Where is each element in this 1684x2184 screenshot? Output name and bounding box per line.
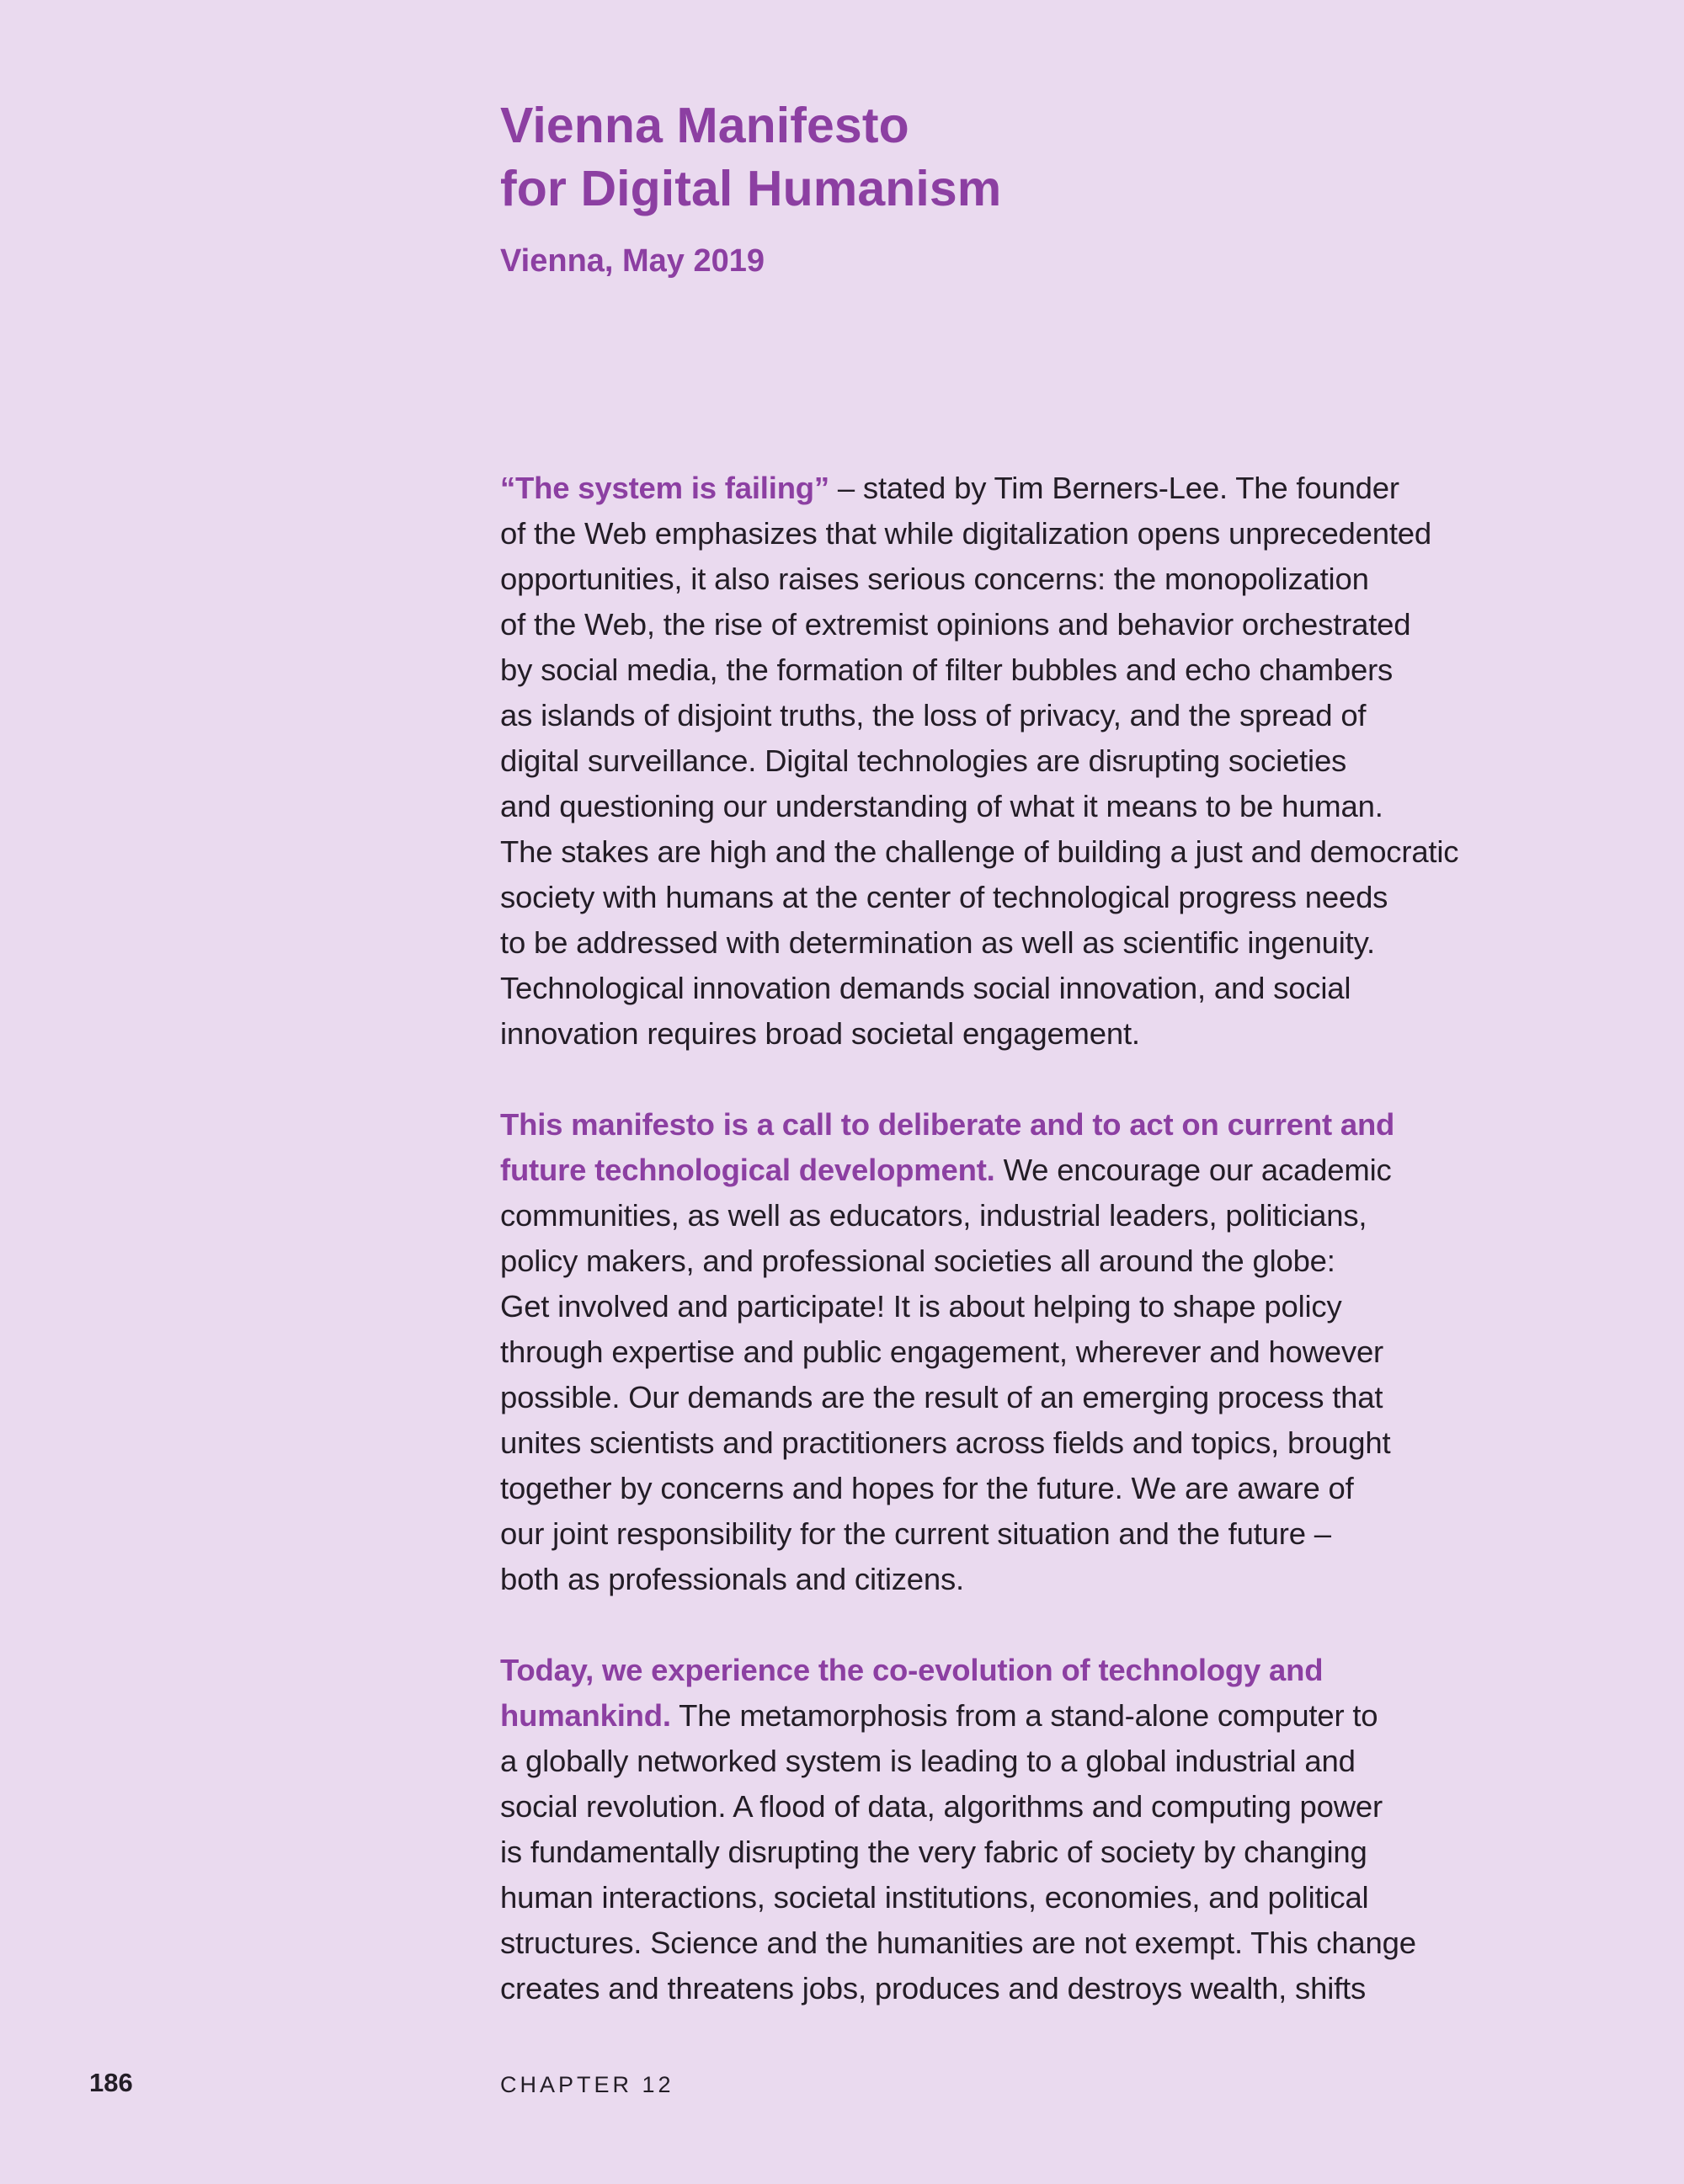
paragraph-1-line-6: as islands of disjoint truths, the loss of privacy, and the spread of — [500, 698, 1367, 732]
paragraph-3-line-5: is fundamentally disrupting the very fabric of society by changing — [500, 1835, 1367, 1869]
paragraph-2-line-9: together by concerns and hopes for the future. We are aware of — [500, 1471, 1354, 1505]
paragraph-1 — [500, 466, 1662, 1057]
paragraph-1-line-10: society with humans at the center of technological progress needs — [500, 880, 1388, 914]
paragraph-2-highlight-line-2: future technological development. — [500, 1153, 995, 1187]
page-number: 186 — [89, 2068, 133, 2097]
page-title — [500, 94, 1595, 221]
paragraph-1-line-1 — [500, 466, 1662, 511]
paragraph-2-line-8: unites scientists and practitioners across fields and topics, brought — [500, 1425, 1391, 1460]
paragraph-2-line-3: communities, as well as educators, industrial leaders, politicians, — [500, 1198, 1367, 1233]
paragraph-2-line-11: both as professionals and citizens. — [500, 1562, 964, 1596]
paragraph-2-line-6: through expertise and public engagement, wherever and however — [500, 1334, 1384, 1369]
paragraph-2-line-7: possible. Our demands are the result of an emerging process that — [500, 1380, 1383, 1414]
paragraph-3-line-8: creates and threatens jobs, produces and destroys wealth, shifts — [500, 1971, 1367, 2006]
paragraph-1-line-12: Technological innovation demands social innovation, and social — [500, 971, 1351, 1005]
paragraph-2-highlight-line-1: This manifesto is a call to deliberate and to act on current and — [500, 1107, 1395, 1142]
paragraph-2-line-4: policy makers, and professional societies all around the globe: — [500, 1244, 1335, 1278]
paragraph-2 — [500, 1102, 1662, 1602]
paragraph-3-line-4: social revolution. A flood of data, algorithms and computing power — [500, 1789, 1383, 1824]
paragraph-3 — [500, 1648, 1662, 2011]
paragraph-2-line-10: our joint responsibility for the current situation and the future – — [500, 1516, 1331, 1551]
paragraph-3-line-2 — [500, 1693, 1662, 1739]
quote-highlight: “The system is failing” — [500, 471, 829, 505]
line-text: We encourage our academic — [994, 1153, 1392, 1187]
subtitle-date-location: Vienna, May 2019 — [500, 243, 765, 279]
paragraph-1-line-13: innovation requires broad societal engagement. — [500, 1016, 1140, 1051]
paragraph-3-line-3: a globally networked system is leading to a global industrial and — [500, 1744, 1356, 1778]
chapter-label: CHAPTER 12 — [500, 2072, 674, 2097]
paragraph-1-line-11: to be addressed with determination as well as scientific ingenuity. — [500, 925, 1375, 960]
manifesto-body — [500, 466, 1662, 2057]
title-line-1: Vienna Manifesto — [500, 98, 909, 153]
paragraph-1-line-5: by social media, the formation of filter bubbles and echo chambers — [500, 653, 1394, 687]
line-text: – stated by Tim Berners-Lee. The founder — [829, 471, 1399, 505]
paragraph-1-line-3: opportunities, it also raises serious concerns: the monopolization — [500, 562, 1369, 596]
paragraph-3-line-6: human interactions, societal institutions, economies, and political — [500, 1880, 1369, 1915]
paragraph-3-highlight-line-2: humankind. — [500, 1698, 671, 1733]
paragraph-1-line-2: of the Web emphasizes that while digitalization opens unprecedented — [500, 516, 1431, 551]
paragraph-1-line-9: The stakes are high and the challenge of building a just and democratic — [500, 834, 1459, 869]
title-line-2: for Digital Humanism — [500, 161, 1002, 216]
paragraph-3-highlight-line-1: Today, we experience the co-evolution of technology and — [500, 1653, 1324, 1687]
paragraph-1-line-8: and questioning our understanding of what it means to be human. — [500, 789, 1383, 823]
line-text: The metamorphosis from a stand-alone computer to — [670, 1698, 1378, 1733]
paragraph-1-line-4: of the Web, the rise of extremist opinions and behavior orchestrated — [500, 607, 1411, 642]
paragraph-2-line-2 — [500, 1148, 1662, 1193]
paragraph-2-line-5: Get involved and participate! It is about helping to shape policy — [500, 1289, 1342, 1324]
paragraph-3-line-7: structures. Science and the humanities are not exempt. This change — [500, 1926, 1416, 1960]
paragraph-1-line-7: digital surveillance. Digital technologies are disrupting societies — [500, 743, 1347, 778]
